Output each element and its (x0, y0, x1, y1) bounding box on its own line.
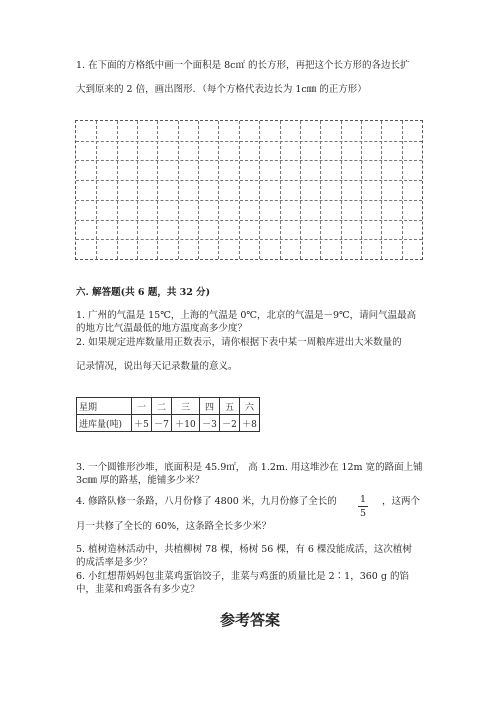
problem-6-line2: 中，韭菜和鸡蛋各有多少克？ (76, 584, 200, 595)
table-cell: －3 (200, 415, 220, 432)
table-cell: 三 (172, 398, 200, 415)
problem-1-line2: 的地方比气温最低的地方温度高多少度？ (76, 323, 248, 334)
problem-3-line1: 3. 一个圆锥形沙堆，底面积是 45.9㎡， 高 1.2m. 用这堆沙在 12m 宽的路面上铺 (76, 462, 423, 473)
fraction-denominator: 5 (359, 508, 367, 519)
problem-2-line2: 记录情况，说出每天记录数量的意义。 (76, 361, 238, 372)
fraction (358, 494, 368, 519)
fraction-bar (358, 506, 368, 507)
table-cell: 一 (132, 398, 152, 415)
problem-4-line2: 月一共修了全长的 60%，这条路全长多少米？ (76, 521, 272, 532)
problem-6-line1: 6. 小红想帮妈妈包韭菜鸡蛋馅饺子，韭菜与鸡蛋的质量比是 2∶1，360 g 的馅 (76, 571, 409, 582)
answers-title: 参考答案 (219, 611, 280, 629)
table-cell: 进库量(吨) (77, 415, 132, 432)
table-cell: －7 (152, 415, 172, 432)
table-cell: 五 (220, 398, 240, 415)
problem-4-line1-end: ，这两个 (382, 496, 421, 507)
grid-line (76, 141, 422, 142)
table-cell: 四 (200, 398, 220, 415)
table-cell: 六 (240, 398, 260, 415)
q1-line1: 1. 在下面的方格纸中画一个面积是 8c㎡ 的长方形，再把这个长方形的各边长扩 (76, 60, 410, 71)
problem-5-line2: 的成活率是多少？ (76, 557, 153, 568)
problem-3-line2: 3c㎜ 厚的路基，能铺多少米？ (76, 475, 205, 486)
table-cell: 星期 (77, 398, 132, 415)
section-heading: 六. 解答题(共 6 题，共 32 分) (76, 287, 211, 298)
problem-1-line1: 1. 广州的气温是 15℃，上海的气温是 0℃，北京的气温是－9℃，请问气温最高 (76, 310, 417, 321)
table-cell: ＋8 (240, 415, 260, 432)
table-cell: 二 (152, 398, 172, 415)
grid-line (76, 200, 422, 201)
grid-line (76, 160, 422, 161)
table-row (77, 398, 260, 415)
fraction-numerator: 1 (359, 494, 367, 505)
q1-line2: 大到原来的 2 倍，画出图形．（每个方格代表边长为 1c㎜ 的正方形） (76, 84, 367, 95)
problem-5-line1: 5. 植树造林活动中，共植柳树 78 棵，杨树 56 棵，有 6 棵没能成活，这次植树 (76, 544, 412, 555)
grid-line (76, 239, 422, 240)
problem-2-line1: 2. 如果规定进库数量用正数表示，请你根据下表中某一周粮库进出大米数量的 (76, 337, 402, 348)
grid-line (76, 220, 422, 221)
grid-paper (75, 120, 423, 260)
table-cell: ＋5 (132, 415, 152, 432)
record-table (76, 397, 260, 432)
table-cell: －2 (220, 415, 240, 432)
grid-line (76, 180, 422, 181)
table-cell: ＋10 (172, 415, 200, 432)
problem-4-line1: 4. 修路队修一条路，八月份修了 4800 米，九月份修了全长的 (76, 496, 337, 507)
table-row (77, 415, 260, 432)
